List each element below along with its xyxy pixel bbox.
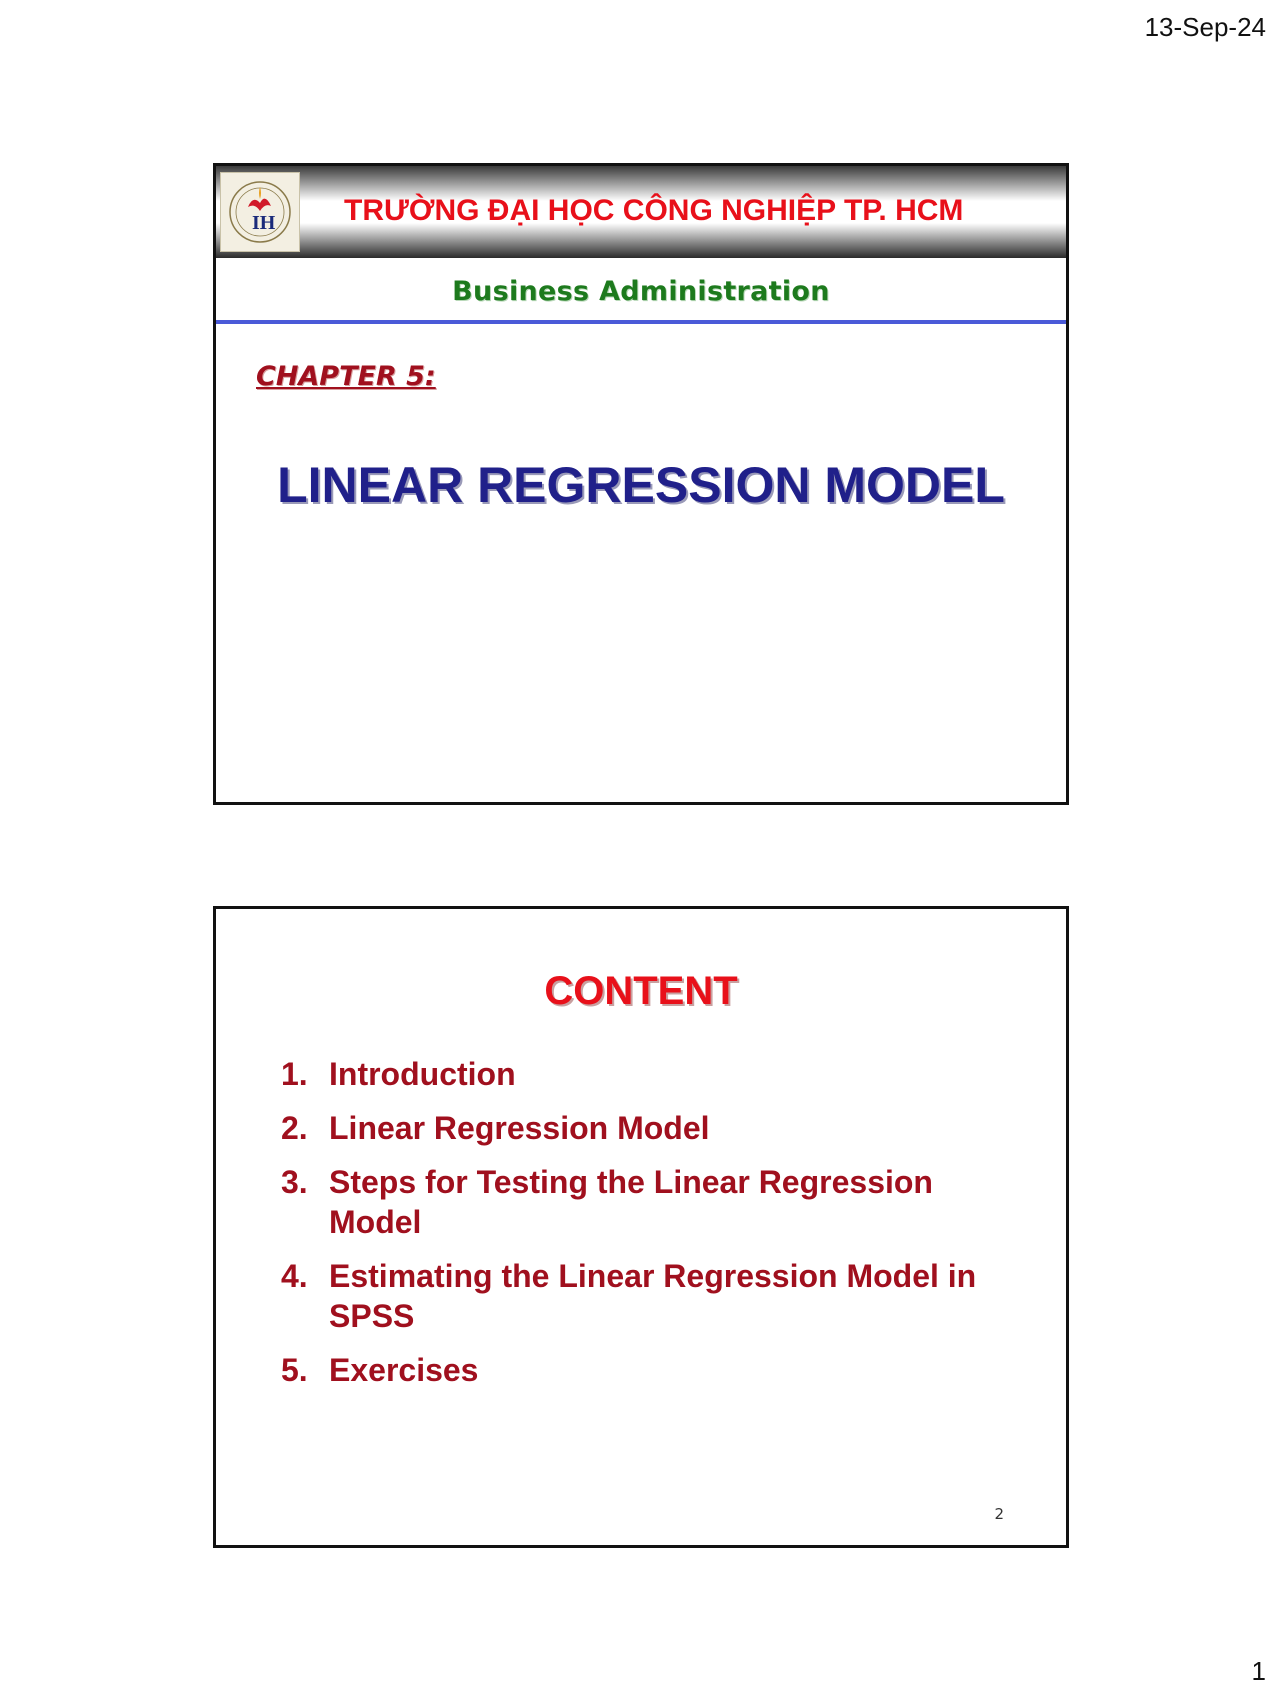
chapter-label: CHAPTER 5: (256, 361, 436, 392)
list-item-text: Exercises (329, 1352, 479, 1388)
content-title: CONTENT (544, 969, 738, 1013)
university-name: TRƯỜNG ĐẠI HỌC CÔNG NGHIỆP TP. HCM (344, 194, 964, 227)
list-item-number: 3. (281, 1164, 308, 1200)
page-date: 13-Sep-24 (1144, 12, 1266, 42)
list-item-number: 1. (281, 1056, 308, 1092)
content-list (281, 1054, 1001, 1404)
list-item (281, 1054, 1001, 1094)
university-logo-icon (221, 173, 299, 251)
list-item (281, 1256, 1001, 1336)
page-number: 1 (1251, 1656, 1266, 1686)
list-item-number: 4. (281, 1258, 308, 1294)
university-logo (220, 172, 300, 252)
list-item-number: 5. (281, 1352, 308, 1388)
list-item-text: Introduction (329, 1056, 516, 1092)
list-item (281, 1162, 1001, 1242)
department-name: Business Administration (452, 276, 830, 307)
slide-2 (213, 906, 1069, 1548)
slide-header-bar (216, 166, 1066, 258)
list-item-number: 2. (281, 1110, 308, 1146)
logo-letters: IH (252, 212, 276, 234)
slide-1 (213, 163, 1069, 805)
list-item-text: Estimating the Linear Regression Model in SPSS (329, 1258, 977, 1334)
header-divider (216, 320, 1066, 324)
list-item-text: Steps for Testing the Linear Regression Model (329, 1164, 933, 1240)
list-item (281, 1350, 1001, 1390)
slide-number: 2 (994, 1505, 1004, 1523)
chapter-title: LINEAR REGRESSION MODEL (277, 457, 1005, 513)
list-item (281, 1108, 1001, 1148)
list-item-text: Linear Regression Model (329, 1110, 710, 1146)
